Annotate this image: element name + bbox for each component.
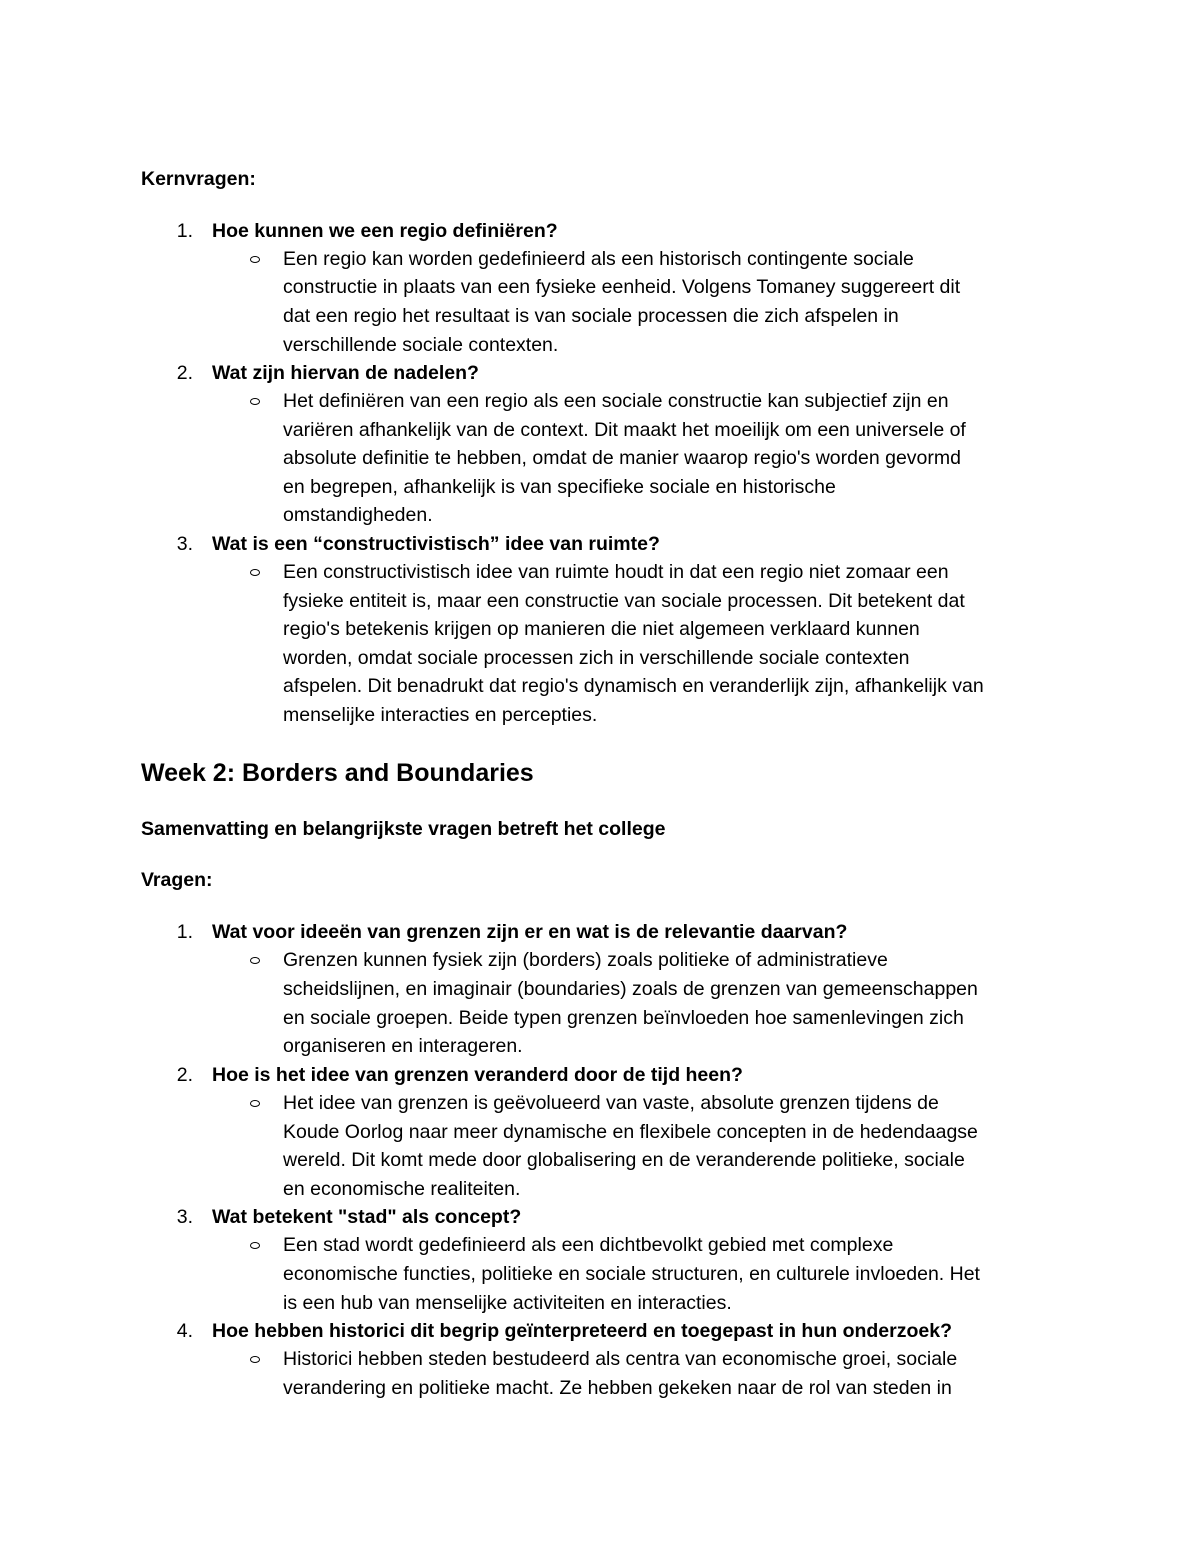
question-text: Wat betekent "stad" als concept? [212, 1206, 522, 1228]
section-heading-kernvragen: Kernvragen: [141, 168, 256, 190]
section-subtitle: Samenvatting en belangrijkste vragen betreft het college [141, 818, 666, 840]
answer-line: fysieke entiteit is, maar een constructie van sociale processen. Dit betekent dat [283, 590, 965, 612]
answer-line: wereld. Dit komt mede door globalisering en de veranderende politieke, sociale [283, 1149, 965, 1171]
answer-line: Historici hebben steden bestudeerd als centra van economische groei, sociale [283, 1348, 958, 1370]
list-number: 1. [176, 220, 193, 242]
answer-line: constructie in plaats van een fysieke eenheid. Volgens Tomaney suggereert dit [283, 276, 961, 298]
hollow-bullet-icon [250, 957, 260, 964]
answer-line: Een constructivistisch idee van ruimte houdt in dat een regio niet zomaar een [283, 561, 949, 583]
hollow-bullet-icon [250, 398, 260, 405]
answer-line: worden, omdat sociale processen zich in verschillende sociale contexten [283, 647, 910, 669]
question-text: Wat is een “constructivistisch” idee van ruimte? [212, 533, 660, 555]
answer-line: is een hub van menselijke activiteiten en interacties. [283, 1292, 732, 1314]
question-text: Hoe hebben historici dit begrip geïnterpreteerd en toegepast in hun onderzoek? [212, 1320, 953, 1342]
question-text: Hoe kunnen we een regio definiëren? [212, 220, 558, 242]
hollow-bullet-icon [250, 1356, 260, 1363]
answer-line: absolute definitie te hebben, omdat de manier waarop regio's worden gevormd [283, 447, 961, 469]
hollow-bullet-icon [250, 1242, 260, 1249]
answer-line: Het definiëren van een regio als een sociale constructie kan subjectief zijn en [283, 390, 949, 412]
answer-line: regio's betekenis krijgen op manieren die niet algemeen verklaard kunnen [283, 618, 920, 640]
answer-line: omstandigheden. [283, 504, 433, 526]
answer-line: menselijke interacties en percepties. [283, 704, 598, 726]
list-number: 4. [176, 1320, 193, 1342]
answer-line: Het idee van grenzen is geëvolueerd van vaste, absolute grenzen tijdens de [283, 1092, 939, 1114]
answer-line: verschillende sociale contexten. [283, 334, 559, 356]
answer-line: en economische realiteiten. [283, 1178, 521, 1200]
list-number: 1. [176, 921, 193, 943]
list-number: 2. [176, 1064, 193, 1086]
answer-line: Een stad wordt gedefinieerd als een dichtbevolkt gebied met complexe [283, 1234, 894, 1256]
section-heading-vragen: Vragen: [141, 869, 213, 891]
answer-line: organiseren en interageren. [283, 1035, 523, 1057]
answer-line: economische functies, politieke en sociale structuren, en culturele invloeden. Het [283, 1263, 980, 1285]
section-title: Week 2: Borders and Boundaries [141, 759, 534, 787]
answer-line: verandering en politieke macht. Ze hebben gekeken naar de rol van steden in [283, 1377, 952, 1399]
answer-line: scheidslijnen, en imaginair (boundaries) zoals de grenzen van gemeenschappen [283, 978, 978, 1000]
question-text: Hoe is het idee van grenzen veranderd door de tijd heen? [212, 1064, 743, 1086]
answer-line: afspelen. Dit benadrukt dat regio's dynamisch en veranderlijk zijn, afhankelijk van [283, 675, 984, 697]
hollow-bullet-icon [250, 1100, 260, 1107]
answer-line: en begrepen, afhankelijk is van specifieke sociale en historische [283, 476, 836, 498]
question-text: Wat zijn hiervan de nadelen? [212, 362, 479, 384]
answer-line: Koude Oorlog naar meer dynamische en flexibele concepten in de hedendaagse [283, 1121, 978, 1143]
answer-line: Grenzen kunnen fysiek zijn (borders) zoals politieke of administratieve [283, 949, 888, 971]
hollow-bullet-icon [250, 256, 260, 263]
answer-line: variëren afhankelijk van de context. Dit maakt het moeilijk om een universele of [283, 419, 966, 441]
list-number: 3. [176, 1206, 193, 1228]
list-number: 2. [176, 362, 193, 384]
hollow-bullet-icon [250, 569, 260, 576]
answer-line: dat een regio het resultaat is van sociale processen die zich afspelen in [283, 305, 899, 327]
question-text: Wat voor ideeën van grenzen zijn er en wat is de relevantie daarvan? [212, 921, 848, 943]
list-number: 3. [176, 533, 193, 555]
answer-line: Een regio kan worden gedefinieerd als een historisch contingente sociale [283, 248, 914, 270]
answer-line: en sociale groepen. Beide typen grenzen beïnvloeden hoe samenlevingen zich [283, 1007, 964, 1029]
